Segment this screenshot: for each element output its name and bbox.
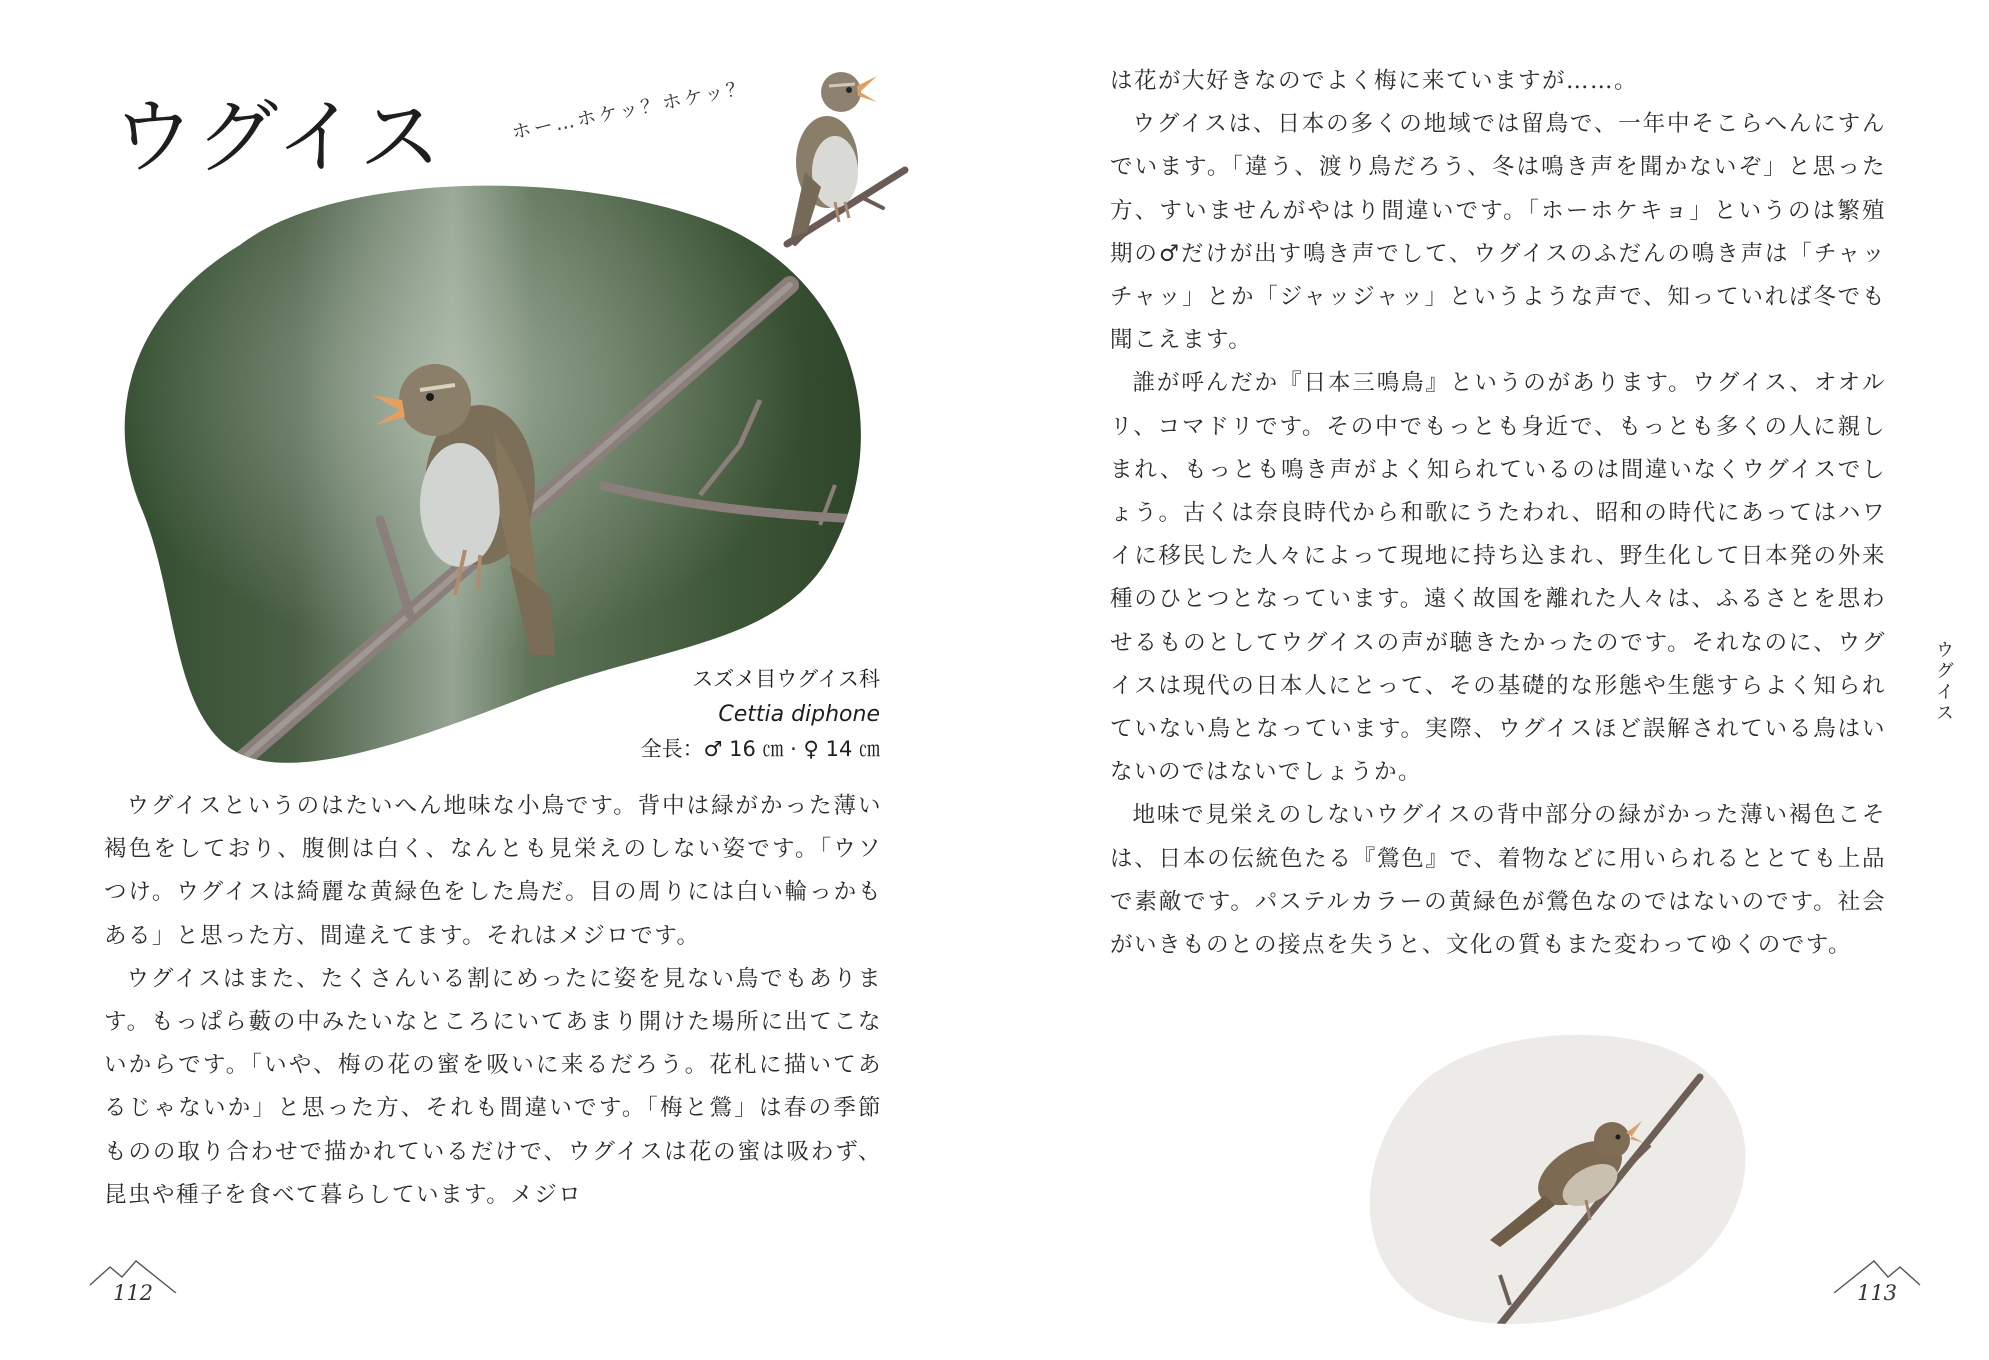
song-text: ホー…ホケッ？ホケッ？ <box>510 76 751 144</box>
page-number-right <box>1832 1253 1922 1313</box>
left-page <box>0 0 994 1360</box>
paragraph: 誰が呼んだか『日本三鳴鳥』というのがあります。ウグイス、オオルリ、コマドリです。その中でもっとも身近で、もっとも多くの人に親しまれ、もっとも鳴き声がよく知られているのは間違いなくウグイスでしょう。古くは奈良時代から和歌にうたわれ、昭和の時代にあってはハワイに移民した人々によって現地に持ち込まれ、野生化して日本発の外来種のひとつとなっています。遠く故国を離れた人々は、ふるさとを思わせるものとしてウグイスの声が聴きたかったのです。それなのに、ウグイスは現代の日本人にとって、その基礎的な形態や生態すらよく知られていない鳥となっています。実際、ウグイスほど誤解されている鳥はいないのではないでしょうか。 <box>1110 370 1886 786</box>
order-family: スズメ目ウグイス科 <box>692 667 880 691</box>
bottom-bird-photo <box>1350 1025 1770 1325</box>
left-body-text <box>104 785 882 1217</box>
page-title: ウグイス <box>112 90 444 185</box>
paragraph: 地味で見栄えのしないウグイスの背中部分の緑がかった薄い褐色こそは、日本の伝統色たる『鶯色』で、着物などに用いられるととても上品で素敵です。パステルカラーの黄緑色が鶯色なのではないのです。社会がいきものとの接点を失うと、文化の質もまた変わってゆくのです。 <box>1110 802 1886 959</box>
body-length: 全長：♂ 16 ㎝ · ♀ 14 ㎝ <box>640 737 880 761</box>
page-number-left <box>88 1253 178 1313</box>
right-body-text <box>1110 60 1886 967</box>
paragraph: ウグイスは、日本の多くの地域では留鳥で、一年中そこらへんにすんでいます。「違う、渡り鳥だろう、冬は鳴き声を聞かないぞ」と思った方、すいませんがやはり間違いです。「ホーホケキョ」というのは繁殖期の♂だけが出す鳴き声でして、ウグイスのふだんの鳴き声は「チャッチャッ」とか「ジャッジャッ」というような声で、知っていれば冬でも聞こえます。 <box>1110 111 1886 354</box>
paragraph: ウグイスというのはたいへん地味な小鳥です。背中は緑がかった薄い褐色をしており、腹側は白く、なんとも見栄えのしない姿です。「ウソつけ。ウグイスは綺麗な黄緑色をした鳥だ。目の周りには白い輪っかもある」と思った方、間違えてます。それはメジロです。 <box>104 793 882 949</box>
page-number: 112 <box>112 1281 154 1305</box>
scientific-name: Cettia diphone <box>718 702 880 727</box>
page-number: 113 <box>1856 1281 1898 1305</box>
right-page <box>994 0 1989 1360</box>
running-head: ウグイス <box>1933 640 1954 724</box>
paragraph: は花が大好きなのでよく梅に来ていますが……。 <box>1110 68 1639 94</box>
paragraph: ウグイスはまた、たくさんいる割にめったに姿を見ない鳥でもあります。もっぱら藪の中みたいなところにいてあまり開けた場所に出てこないからです。「いや、梅の花の蜜を吸いに来るだろう。花札に描いてあるじゃないか」と思った方、それも間違いです。「梅と鶯」は春の季節ものの取り合わせで描かれているだけで、ウグイスは花の蜜は吸わず、昆虫や種子を食べて暮らしています。メジロ <box>104 965 882 1208</box>
species-caption <box>520 662 880 767</box>
